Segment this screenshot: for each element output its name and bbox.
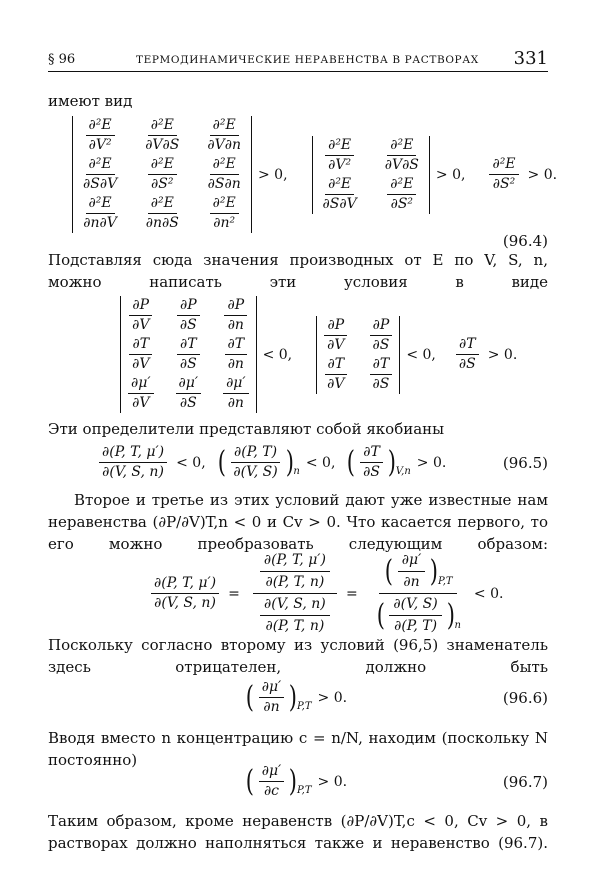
numerator: ∂²E: [86, 195, 115, 214]
denominator: ∂V: [132, 356, 150, 372]
numerator: ∂²E: [489, 156, 518, 175]
numerator: ∂T: [325, 356, 348, 375]
denominator: ∂V: [132, 395, 150, 411]
compound-fraction: [253, 552, 337, 635]
denominator: ∂n∂S: [145, 215, 179, 231]
subscript: V,n: [395, 466, 411, 477]
denominator: ∂S: [179, 317, 197, 333]
denominator: ∂c: [263, 783, 280, 799]
determinant-cell: [204, 156, 244, 193]
fraction: [456, 336, 479, 373]
relation: > 0.: [527, 166, 558, 183]
denominator: ∂V∂S: [145, 137, 180, 153]
paragraph-6: Вводя вместо n концентрацию c = n/N, находим (поскольку N постоянно): [48, 729, 548, 769]
running-title: ТЕРМОДИНАМИЧЕСКИЕ НЕРАВЕНСТВА В РАСТВОРАХ: [136, 54, 479, 66]
numerator: ∂μ′: [259, 679, 285, 698]
right-paren: ): [387, 444, 396, 480]
paragraph-3: Эти определители представляют собой якобианы: [48, 420, 445, 438]
determinant-cell: [370, 356, 393, 393]
numerator: ∂²E: [325, 176, 354, 195]
numerator: ∂μ′: [223, 375, 249, 394]
fraction: [230, 444, 280, 481]
denominator: ∂S∂V: [83, 176, 118, 192]
fraction: [489, 156, 518, 193]
denominator: ∂n: [227, 317, 244, 333]
determinant-cell: [370, 317, 393, 354]
denominator: ∂n: [227, 395, 244, 411]
paragraph-2: Подставляя сюда значения производных от E по V, S, n, можно написать эти условия в виде: [48, 251, 548, 291]
determinant-2x2: [312, 136, 430, 214]
fraction: [259, 763, 285, 800]
denominator: ∂n: [227, 356, 244, 372]
left-paren: (: [217, 444, 226, 480]
paragraph-7: Таким образом, кроме неравенств (∂P/∂V)T,c < 0, Cv > 0, в растворах должно наполняться также и неравенство (96.7).: [48, 812, 548, 852]
relation: > 0.: [317, 689, 348, 706]
numerator: ∂²E: [210, 156, 239, 175]
numerator: ∂(P, T, μ′): [260, 552, 330, 572]
numerator: ∂(P, T, μ′): [151, 575, 219, 594]
relation: < 0.: [473, 585, 504, 602]
right-paren: ): [289, 679, 298, 715]
numerator: ∂(V, S): [389, 596, 441, 616]
compound-denominator: [371, 594, 465, 635]
relation: > 0.: [487, 346, 518, 363]
equation-number: (96.5): [502, 454, 548, 472]
denominator: ∂S: [372, 375, 390, 392]
denominator: ∂V∂S: [384, 156, 419, 173]
determinant-3x3: [120, 296, 257, 413]
compound-denominator: [253, 594, 337, 635]
fraction: [260, 596, 330, 635]
subscript: P,T: [296, 701, 312, 712]
determinant-cell: [382, 137, 422, 174]
equation-96-4: [72, 116, 567, 233]
denominator: ∂n∂V: [83, 215, 117, 231]
subscript: P,T: [296, 785, 312, 796]
denominator: ∂(V, S, n): [154, 595, 216, 611]
subscript: n: [454, 620, 461, 631]
equation-number: (96.4): [502, 232, 548, 250]
denominator: ∂S: [458, 356, 476, 372]
determinant-cell: [382, 176, 422, 213]
numerator: ∂μ′: [259, 763, 285, 782]
paragraph-4: Второе и третье из этих условий дают уже известные нам неравенства (∂P/∂V)T,n < 0 и Cv > 0. Что касается первого, то его можно преобразовать следующим образом:: [48, 491, 548, 553]
denominator: ∂S∂V: [322, 195, 357, 212]
denominator: ∂(V, S, n): [102, 464, 164, 480]
denominator: ∂n²: [213, 215, 236, 231]
subscript: n: [293, 466, 300, 477]
numerator: ∂P: [370, 317, 393, 336]
fraction: [398, 552, 426, 591]
determinant-cell: [223, 336, 249, 373]
left-paren: (: [245, 763, 254, 799]
right-paren: ): [430, 553, 439, 589]
equation-96-7: [244, 763, 357, 800]
numerator: ∂μ′: [176, 375, 202, 394]
denominator: ∂S: [179, 356, 197, 372]
compound-numerator: [253, 552, 337, 594]
numerator: ∂μ′: [128, 375, 154, 394]
denominator: ∂(V, S): [233, 464, 278, 480]
numerator: ∂P: [177, 297, 200, 316]
denominator: ∂n: [403, 574, 420, 590]
left-paren: (: [347, 444, 356, 480]
numerator: ∂²E: [325, 137, 354, 156]
determinant-2x2: [316, 316, 400, 394]
denominator: ∂V: [327, 336, 345, 353]
section-label: § 96: [48, 52, 76, 67]
denominator: ∂S²: [390, 195, 414, 212]
numerator: ∂T: [129, 336, 152, 355]
denominator: ∂S: [179, 395, 197, 411]
denominator: ∂V: [327, 375, 345, 392]
numerator: ∂²E: [148, 117, 177, 136]
relation: > 0.: [416, 454, 447, 471]
numerator: ∂²E: [86, 156, 115, 175]
denominator: ∂S: [372, 336, 390, 353]
numerator: ∂(P, T, μ′): [99, 444, 167, 463]
determinant-cell: [80, 195, 120, 232]
right-paren: ): [289, 763, 298, 799]
fraction: [259, 679, 285, 716]
denominator: ∂(P, T): [394, 618, 438, 634]
determinant-cell: [80, 117, 120, 154]
subscript: P,T: [438, 576, 453, 587]
determinant-cell: [128, 336, 154, 373]
left-paren: (: [384, 553, 393, 589]
relation: < 0,: [305, 454, 336, 471]
determinant-cell: [324, 356, 347, 393]
determinant-cell: [223, 375, 249, 412]
compound-fraction: [371, 552, 465, 635]
fraction: [360, 444, 383, 481]
compound-numerator: [379, 552, 457, 594]
determinant-cell: [223, 297, 249, 334]
relation: < 0,: [406, 346, 436, 363]
fraction: [260, 552, 330, 591]
header-rule: [48, 71, 548, 72]
determinant-3x3: [72, 116, 252, 233]
page-number: 331: [513, 48, 548, 69]
relation: =: [345, 585, 358, 602]
determinant-cell: [320, 176, 360, 213]
numerator: ∂²E: [210, 117, 239, 136]
determinant-cell: [204, 117, 244, 154]
numerator: ∂T: [360, 444, 383, 463]
numerator: ∂²E: [148, 156, 177, 175]
determinant-cell: [128, 297, 154, 334]
relation: =: [228, 585, 240, 602]
equation-number: (96.7): [502, 773, 548, 791]
determinant-cell: [142, 117, 182, 154]
numerator: ∂²E: [86, 117, 115, 136]
denominator: ∂S: [363, 464, 380, 480]
numerator: ∂²E: [148, 195, 177, 214]
determinant-cell: [128, 375, 154, 412]
relation: < 0,: [262, 346, 293, 363]
relation: > 0,: [257, 166, 288, 183]
equation-96-6: [244, 679, 357, 716]
determinant-cell: [142, 156, 182, 193]
numerator: ∂T: [177, 336, 200, 355]
numerator: ∂²E: [387, 176, 416, 195]
numerator: ∂P: [324, 317, 347, 336]
equation-number: (96.6): [502, 689, 548, 707]
running-header: [48, 48, 548, 70]
numerator: ∂P: [129, 297, 152, 316]
equation-determinants-derivatives: [120, 296, 527, 413]
numerator: ∂²E: [210, 195, 239, 214]
determinant-cell: [80, 156, 120, 193]
determinant-cell: [324, 317, 347, 354]
numerator: ∂T: [370, 356, 393, 375]
numerator: ∂T: [456, 336, 479, 355]
fraction: [151, 575, 219, 612]
relation: > 0.: [317, 773, 348, 790]
equation-96-5: [96, 444, 456, 481]
relation: < 0,: [176, 454, 206, 471]
equation-transformation: [148, 552, 513, 635]
fraction: [389, 596, 441, 635]
paragraph-5: Поскольку согласно второму из условий (96,5) знаменатель здесь отрицателен, должно быть: [48, 636, 548, 676]
denominator: ∂V²: [88, 137, 112, 153]
determinant-cell: [176, 297, 202, 334]
numerator: ∂T: [225, 336, 248, 355]
numerator: ∂P: [224, 297, 247, 316]
denominator: ∂(P, T, n): [265, 618, 325, 634]
determinant-cell: [142, 195, 182, 232]
right-paren: ): [446, 597, 455, 633]
numerator: ∂²E: [387, 137, 416, 156]
fraction: [99, 444, 167, 481]
determinant-cell: [320, 137, 360, 174]
denominator: ∂V∂n: [207, 137, 241, 153]
relation: > 0,: [435, 166, 466, 183]
right-paren: ): [285, 444, 294, 480]
determinant-cell: [176, 375, 202, 412]
paragraph-1: имеют вид: [48, 92, 133, 110]
numerator: ∂(P, T): [231, 444, 280, 463]
denominator: ∂V²: [328, 156, 352, 173]
denominator: ∂S²: [492, 176, 516, 192]
numerator: ∂(V, S, n): [260, 596, 330, 616]
left-paren: (: [376, 597, 385, 633]
determinant-cell: [176, 336, 202, 373]
denominator: ∂n: [263, 699, 280, 715]
left-paren: (: [245, 679, 254, 715]
denominator: ∂(P, T, n): [265, 574, 325, 590]
determinant-cell: [204, 195, 244, 232]
denominator: ∂V: [132, 317, 150, 333]
numerator: ∂μ′: [398, 552, 426, 572]
denominator: ∂S∂n: [207, 176, 241, 192]
denominator: ∂S²: [151, 176, 174, 192]
